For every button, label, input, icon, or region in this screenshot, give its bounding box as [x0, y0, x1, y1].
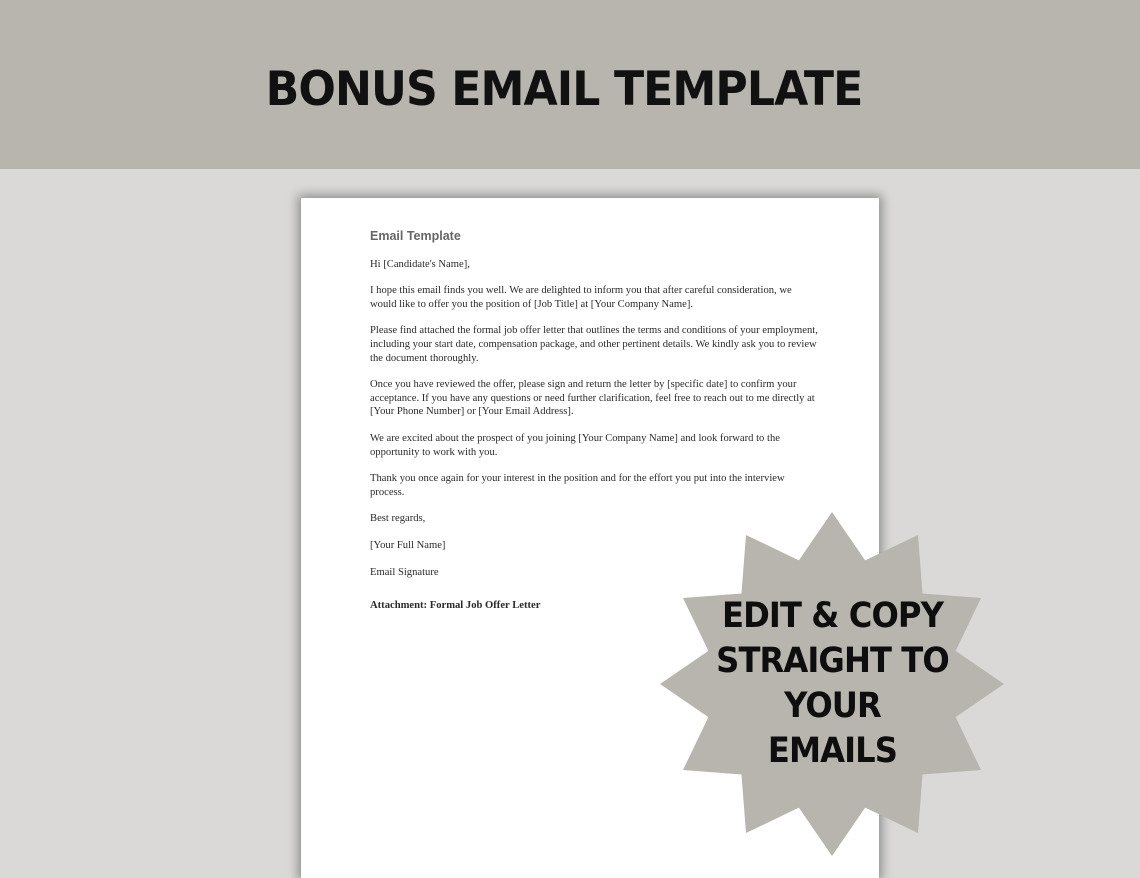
badge-line: YOUR [784, 686, 881, 726]
paragraph: Once you have reviewed the offer, please sign and return the letter by [specific date] to confirm your acceptance. If you have any questions or need further clarification, feel free to reach out to me directly at [Your Phone Number] or [Your Email Address]. [370, 379, 815, 418]
starburst-badge [660, 512, 1005, 857]
badge-line: EDIT & COPY [722, 596, 943, 636]
badge-line: EMAILS [767, 731, 898, 771]
badge-text [674, 594, 991, 774]
signature: Email Signature [370, 566, 439, 578]
attachment-note: Attachment: Formal Job Offer Letter [370, 600, 541, 612]
badge-line: STRAIGHT TO [716, 641, 949, 681]
paragraph: Please find attached the formal job offer letter that outlines the terms and conditions of your employment, including your start date, compensation package, and other pertinent details. We kindly ask you to review the document thoroughly. [370, 325, 818, 364]
name-placeholder: [Your Full Name] [370, 539, 446, 551]
paragraph: I hope this email finds you well. We are delighted to inform you that after careful consideration, we would like to offer you the position of [Job Title] at [Your Company Name]. [370, 285, 792, 310]
greeting: Hi [Candidate's Name], [370, 258, 470, 270]
banner-title: BONUS EMAIL TEMPLATE [265, 62, 863, 117]
document-heading: Email Template [370, 229, 461, 243]
top-banner [0, 0, 1140, 169]
paragraph: We are excited about the prospect of you joining [Your Company Name] and look forward to the opportunity to work with you. [370, 432, 780, 458]
paragraph: Thank you once again for your interest in the position and for the effort you put into the interview process. [370, 473, 785, 498]
closing: Best regards, [370, 513, 426, 525]
